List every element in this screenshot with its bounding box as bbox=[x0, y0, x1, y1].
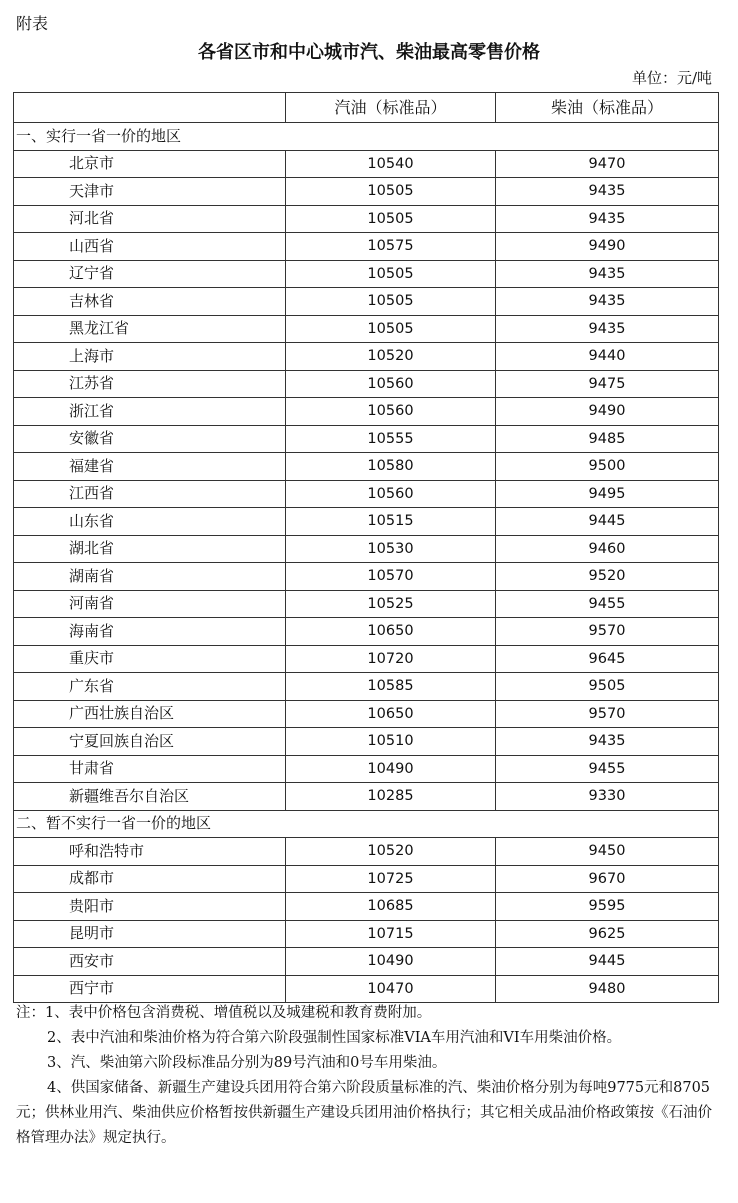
gasoline-price-cell: 10715 bbox=[286, 920, 496, 948]
table-row bbox=[14, 700, 719, 728]
diesel-price-cell: 9480 bbox=[496, 975, 719, 1003]
notes-block bbox=[16, 1001, 716, 1151]
region-cell: 重庆市 bbox=[14, 645, 286, 673]
diesel-price-cell: 9595 bbox=[496, 893, 719, 921]
table-row bbox=[14, 370, 719, 398]
price-table bbox=[13, 92, 719, 1003]
region-cell: 成都市 bbox=[14, 865, 286, 893]
diesel-price-cell: 9470 bbox=[496, 150, 719, 178]
diesel-price-cell: 9435 bbox=[496, 205, 719, 233]
region-cell: 湖北省 bbox=[14, 535, 286, 563]
unit-label: 单位：元/吨 bbox=[631, 69, 712, 87]
gasoline-price-cell: 10540 bbox=[286, 150, 496, 178]
header-gasoline: 汽油（标准品） bbox=[286, 93, 496, 123]
region-cell: 上海市 bbox=[14, 343, 286, 371]
table-row bbox=[14, 398, 719, 426]
region-cell: 福建省 bbox=[14, 453, 286, 481]
region-cell: 西宁市 bbox=[14, 975, 286, 1003]
region-cell: 海南省 bbox=[14, 618, 286, 646]
gasoline-price-cell: 10520 bbox=[286, 838, 496, 866]
section-label: 一、实行一省一价的地区 bbox=[14, 123, 719, 151]
gasoline-price-cell: 10530 bbox=[286, 535, 496, 563]
table-row bbox=[14, 480, 719, 508]
diesel-price-cell: 9460 bbox=[496, 535, 719, 563]
diesel-price-cell: 9450 bbox=[496, 838, 719, 866]
gasoline-price-cell: 10505 bbox=[286, 315, 496, 343]
note-2: 2、表中汽油和柴油价格为符合第六阶段强制性国家标准VIA车用汽油和VI车用柴油价格。 bbox=[47, 1030, 622, 1046]
header-diesel: 柴油（标准品） bbox=[496, 93, 719, 123]
table-row bbox=[14, 205, 719, 233]
diesel-price-cell: 9455 bbox=[496, 590, 719, 618]
note-4: 4、供国家储备、新疆生产建设兵团用符合第六阶段质量标准的汽、柴油价格分别为每吨9775元和8705元；供林业用汽、柴油供应价格暂按供新疆生产建设兵团用油价格执行；其它相关成品油价格政策按《石油价格管理办法》规定执行。 bbox=[16, 1080, 712, 1146]
gasoline-price-cell: 10575 bbox=[286, 233, 496, 261]
table-row bbox=[14, 535, 719, 563]
region-cell: 山西省 bbox=[14, 233, 286, 261]
diesel-price-cell: 9570 bbox=[496, 700, 719, 728]
gasoline-price-cell: 10470 bbox=[286, 975, 496, 1003]
gasoline-price-cell: 10560 bbox=[286, 398, 496, 426]
section-row bbox=[14, 123, 719, 151]
diesel-price-cell: 9435 bbox=[496, 728, 719, 756]
table-row bbox=[14, 618, 719, 646]
gasoline-price-cell: 10720 bbox=[286, 645, 496, 673]
table-row bbox=[14, 150, 719, 178]
diesel-price-cell: 9570 bbox=[496, 618, 719, 646]
region-cell: 黑龙江省 bbox=[14, 315, 286, 343]
gasoline-price-cell: 10505 bbox=[286, 260, 496, 288]
table-row bbox=[14, 178, 719, 206]
section-label: 二、暂不实行一省一价的地区 bbox=[14, 810, 719, 838]
table-row bbox=[14, 975, 719, 1003]
table-row bbox=[14, 948, 719, 976]
table-header-row bbox=[14, 93, 719, 123]
gasoline-price-cell: 10490 bbox=[286, 948, 496, 976]
table-row bbox=[14, 645, 719, 673]
diesel-price-cell: 9500 bbox=[496, 453, 719, 481]
diesel-price-cell: 9485 bbox=[496, 425, 719, 453]
diesel-price-cell: 9435 bbox=[496, 260, 719, 288]
gasoline-price-cell: 10490 bbox=[286, 755, 496, 783]
region-cell: 山东省 bbox=[14, 508, 286, 536]
diesel-price-cell: 9645 bbox=[496, 645, 719, 673]
diesel-price-cell: 9495 bbox=[496, 480, 719, 508]
header-blank-cell bbox=[14, 93, 286, 123]
region-cell: 辽宁省 bbox=[14, 260, 286, 288]
note-1: 注：1、表中价格包含消费税、增值税以及城建税和教育费附加。 bbox=[16, 1005, 432, 1021]
gasoline-price-cell: 10515 bbox=[286, 508, 496, 536]
diesel-price-cell: 9475 bbox=[496, 370, 719, 398]
region-cell: 贵阳市 bbox=[14, 893, 286, 921]
table-row bbox=[14, 425, 719, 453]
region-cell: 江苏省 bbox=[14, 370, 286, 398]
region-cell: 安徽省 bbox=[14, 425, 286, 453]
diesel-price-cell: 9435 bbox=[496, 178, 719, 206]
diesel-price-cell: 9435 bbox=[496, 288, 719, 316]
diesel-price-cell: 9440 bbox=[496, 343, 719, 371]
table-row bbox=[14, 783, 719, 811]
gasoline-price-cell: 10570 bbox=[286, 563, 496, 591]
table-row bbox=[14, 893, 719, 921]
gasoline-price-cell: 10560 bbox=[286, 480, 496, 508]
region-cell: 广东省 bbox=[14, 673, 286, 701]
region-cell: 昆明市 bbox=[14, 920, 286, 948]
table-row bbox=[14, 315, 719, 343]
region-cell: 江西省 bbox=[14, 480, 286, 508]
gasoline-price-cell: 10285 bbox=[286, 783, 496, 811]
table-row bbox=[14, 673, 719, 701]
region-cell: 天津市 bbox=[14, 178, 286, 206]
gasoline-price-cell: 10585 bbox=[286, 673, 496, 701]
region-cell: 新疆维吾尔自治区 bbox=[14, 783, 286, 811]
diesel-price-cell: 9520 bbox=[496, 563, 719, 591]
gasoline-price-cell: 10555 bbox=[286, 425, 496, 453]
gasoline-price-cell: 10650 bbox=[286, 618, 496, 646]
diesel-price-cell: 9330 bbox=[496, 783, 719, 811]
gasoline-price-cell: 10650 bbox=[286, 700, 496, 728]
table-row bbox=[14, 508, 719, 536]
section-row bbox=[14, 810, 719, 838]
region-cell: 河南省 bbox=[14, 590, 286, 618]
diesel-price-cell: 9445 bbox=[496, 508, 719, 536]
table-row bbox=[14, 728, 719, 756]
region-cell: 浙江省 bbox=[14, 398, 286, 426]
gasoline-price-cell: 10505 bbox=[286, 288, 496, 316]
region-cell: 西安市 bbox=[14, 948, 286, 976]
diesel-price-cell: 9490 bbox=[496, 398, 719, 426]
table-row bbox=[14, 920, 719, 948]
gasoline-price-cell: 10520 bbox=[286, 343, 496, 371]
table-row bbox=[14, 260, 719, 288]
page-title: 各省区市和中心城市汽、柴油最高零售价格 bbox=[198, 42, 540, 63]
table-row bbox=[14, 590, 719, 618]
region-cell: 吉林省 bbox=[14, 288, 286, 316]
region-cell: 宁夏回族自治区 bbox=[14, 728, 286, 756]
diesel-price-cell: 9490 bbox=[496, 233, 719, 261]
gasoline-price-cell: 10505 bbox=[286, 178, 496, 206]
table-row bbox=[14, 755, 719, 783]
diesel-price-cell: 9625 bbox=[496, 920, 719, 948]
table-row bbox=[14, 563, 719, 591]
diesel-price-cell: 9455 bbox=[496, 755, 719, 783]
table-row bbox=[14, 233, 719, 261]
region-cell: 呼和浩特市 bbox=[14, 838, 286, 866]
table-row bbox=[14, 288, 719, 316]
diesel-price-cell: 9670 bbox=[496, 865, 719, 893]
appendix-label: 附表 bbox=[16, 14, 49, 33]
diesel-price-cell: 9505 bbox=[496, 673, 719, 701]
region-cell: 北京市 bbox=[14, 150, 286, 178]
gasoline-price-cell: 10580 bbox=[286, 453, 496, 481]
region-cell: 广西壮族自治区 bbox=[14, 700, 286, 728]
gasoline-price-cell: 10725 bbox=[286, 865, 496, 893]
table-row bbox=[14, 343, 719, 371]
gasoline-price-cell: 10685 bbox=[286, 893, 496, 921]
table-row bbox=[14, 865, 719, 893]
table-row bbox=[14, 453, 719, 481]
gasoline-price-cell: 10505 bbox=[286, 205, 496, 233]
gasoline-price-cell: 10560 bbox=[286, 370, 496, 398]
diesel-price-cell: 9445 bbox=[496, 948, 719, 976]
note-3: 3、汽、柴油第六阶段标准品分别为89号汽油和0号车用柴油。 bbox=[47, 1055, 447, 1071]
diesel-price-cell: 9435 bbox=[496, 315, 719, 343]
region-cell: 甘肃省 bbox=[14, 755, 286, 783]
gasoline-price-cell: 10525 bbox=[286, 590, 496, 618]
gasoline-price-cell: 10510 bbox=[286, 728, 496, 756]
table-row bbox=[14, 838, 719, 866]
region-cell: 湖南省 bbox=[14, 563, 286, 591]
region-cell: 河北省 bbox=[14, 205, 286, 233]
